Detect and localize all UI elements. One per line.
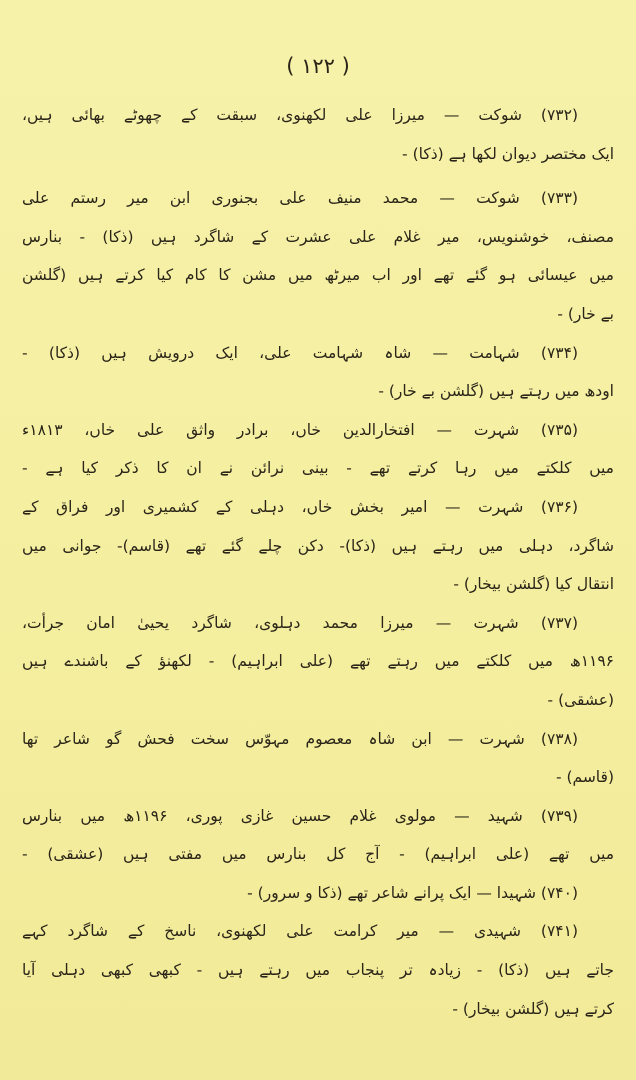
entry-737-line-1: (۷۳۷) شہرت — میرزا محمد دہلوی، شاگرد یحییٰ امان جرأت، bbox=[22, 613, 578, 632]
entry-737-line-3: (عشقی) - bbox=[547, 690, 614, 709]
page-number: ( ۱۲۲ ) bbox=[286, 54, 350, 78]
entry-733-line-1: (۷۳۳) شوکت — محمد منیف علی بجنوری ابن میر رستم علی bbox=[22, 189, 578, 208]
entry-738-line-2: (قاسم) - bbox=[555, 768, 614, 787]
entry-733-line-3: میں عیسائی ہو گئے تھے اور اب میرٹھ میں مشن کا کام کیا کرتے ہیں (گلشن bbox=[22, 266, 614, 285]
entry-732-line-2: ایک مختصر دیوان لکھا ہے (ذکا) - bbox=[402, 144, 614, 163]
entry-736-line-2: شاگرد، دہلی میں رہتے ہیں (ذکا)- دکن چلے گئے تھے (قاسم)- جوانی میں bbox=[22, 536, 614, 555]
entry-736-line-3: انتقال کیا (گلشن بیخار) - bbox=[453, 575, 614, 594]
entry-732-line-1: (۷۳۲) شوکت — میرزا علی لکھنوی، سبقت کے چھوٹے بھائی ہیں، bbox=[22, 106, 578, 124]
entry-733-line-2: مصنف، خوشنویس، میر غلام علی عشرت کے شاگرد ہیں (ذکا) - بنارس bbox=[22, 227, 614, 246]
entry-737-line-2: ۱۱۹۶ھ میں کلکتے میں رہتے تھے (علی ابراہیم) - لکھنؤ کے باشندے ہیں bbox=[22, 652, 614, 671]
entry-734-line-2: اودھ میں رہتے ہیں (گلشن بے خار) - bbox=[378, 382, 614, 401]
entry-740-line-1: (۷۴۰) شہیدا — ایک پرانے شاعر تھے (ذکا و سرور) - bbox=[247, 883, 578, 902]
entry-741-line-1: (۷۴۱) شہیدی — میر کرامت علی لکھنوی، ناسخ کے شاگرد کہے bbox=[22, 922, 578, 941]
entry-736-line-1: (۷۳۶) شہرت — امیر بخش خاں، دہلی کے کشمیری اور فراق کے bbox=[22, 497, 578, 516]
entry-735-line-1: (۷۳۵) شہرت — افتخارالدین خاں، برادر واثق علی خاں، ۱۸۱۳ء bbox=[22, 420, 578, 439]
entry-739-line-2: میں تھے (علی ابراہیم) - آج کل بنارس میں مفتی ہیں (عشقی) - bbox=[22, 845, 614, 864]
entry-738-line-1: (۷۳۸) شہرت — ابن شاہ معصوم مہوّس سخت فحش گو شاعر تھا bbox=[22, 729, 578, 748]
entry-741-line-3: کرتے ہیں (گلشن بیخار) - bbox=[452, 999, 614, 1018]
entry-739-line-1: (۷۳۹) شہید — مولوی غلام حسین غازی پوری، ۱۱۹۶ھ میں بنارس bbox=[22, 806, 578, 825]
entry-734-line-1: (۷۳۴) شہامت — شاہ شہامت علی، ایک درویش ہیں (ذکا) - bbox=[22, 343, 578, 362]
entry-735-line-2: میں کلکتے میں رہا کرتے تھے - بینی نرائن نے ان کا ذکر کیا ہے - bbox=[22, 459, 614, 478]
entry-733-line-4: بے خار) - bbox=[557, 304, 614, 323]
entry-741-line-2: جاتے ہیں (ذکا) - زیادہ تر پنجاب میں رہتے ہیں - کبھی کبھی دہلی آیا bbox=[22, 961, 614, 980]
page-text bbox=[22, 96, 614, 1028]
